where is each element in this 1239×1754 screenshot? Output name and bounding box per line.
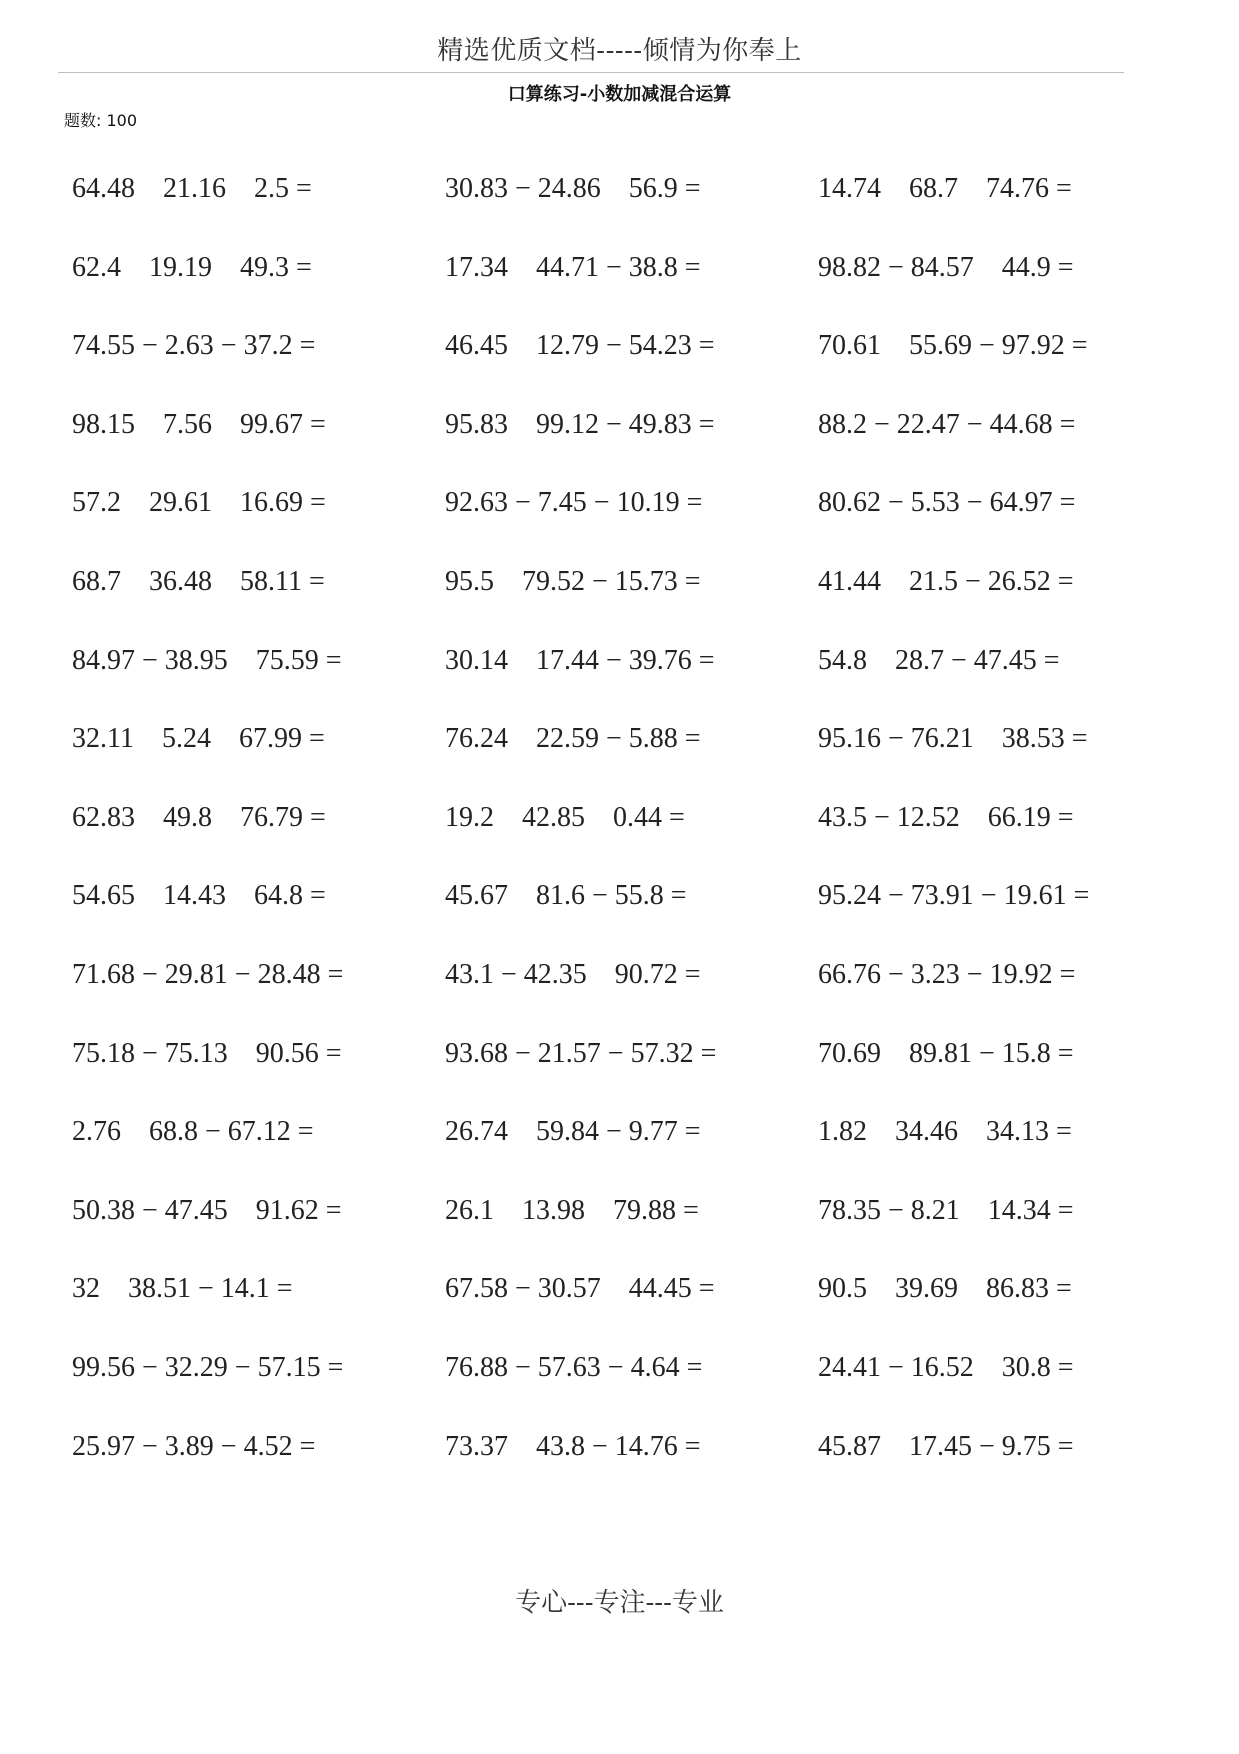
problem-item: 95.83 99.12 − 49.83 =: [445, 408, 715, 440]
problem-item: 78.35 − 8.21 14.34 =: [818, 1194, 1074, 1226]
problem-item: 41.44 21.5 − 26.52 =: [818, 566, 1074, 597]
problem-item: 24.41 − 16.52 30.8 =: [818, 1352, 1074, 1383]
problem-item: 92.63 − 7.45 − 10.19 =: [445, 487, 703, 519]
problem-item: 71.68 − 29.81 − 28.48 =: [72, 959, 344, 990]
question-count: 题数: 100: [64, 111, 138, 130]
problem-item: 30.83 − 24.86 56.9 =: [445, 173, 701, 204]
problem-item: 73.37 43.8 − 14.76 =: [445, 1430, 701, 1462]
problem-item: 30.14 17.44 − 39.76 =: [445, 644, 715, 676]
problem-item: 99.56 − 32.29 − 57.15 =: [72, 1352, 344, 1383]
problem-item: 70.69 89.81 − 15.8 =: [818, 1037, 1074, 1069]
problem-item: 19.2 42.85 0.44 =: [445, 801, 685, 833]
problem-item: 32 38.51 − 14.1 =: [72, 1273, 293, 1305]
problem-item: 76.88 − 57.63 − 4.64 =: [445, 1352, 703, 1383]
problem-item: 70.61 55.69 − 97.92 =: [818, 330, 1088, 362]
problem-item: 32.11 5.24 67.99 =: [72, 723, 325, 755]
problem-item: 98.15 7.56 99.67 =: [72, 408, 326, 440]
page-header-title: 精选优质文档-----倾情为你奉上: [437, 36, 802, 66]
problem-item: 45.67 81.6 − 55.8 =: [445, 880, 687, 912]
problem-item: 46.45 12.79 − 54.23 =: [445, 330, 715, 362]
problem-item: 62.4 19.19 49.3 =: [72, 251, 312, 283]
problem-item: 95.24 − 73.91 − 19.61 =: [818, 880, 1090, 912]
worksheet-title: 口算练习-小数加减混合运算: [507, 84, 732, 105]
problem-item: 74.55 − 2.63 − 37.2 =: [72, 330, 316, 362]
problem-item: 1.82 34.46 34.13 =: [818, 1116, 1072, 1148]
problem-item: 93.68 − 21.57 − 57.32 =: [445, 1037, 717, 1069]
problem-item: 57.2 29.61 16.69 =: [72, 487, 326, 519]
problem-item: 67.58 − 30.57 44.45 =: [445, 1273, 715, 1305]
problem-item: 88.2 − 22.47 − 44.68 =: [818, 408, 1076, 440]
problem-item: 98.82 − 84.57 44.9 =: [818, 251, 1074, 283]
page-footer: 专心---专注---专业: [515, 1588, 724, 1618]
problem-item: 64.48 21.16 2.5 =: [72, 173, 312, 204]
problem-item: 45.87 17.45 − 9.75 =: [818, 1430, 1074, 1462]
problem-item: 14.74 68.7 74.76 =: [818, 173, 1072, 204]
problem-item: 50.38 − 47.45 91.62 =: [72, 1194, 342, 1226]
problem-item: 75.18 − 75.13 90.56 =: [72, 1037, 342, 1069]
problem-item: 62.83 49.8 76.79 =: [72, 801, 326, 833]
problem-item: 76.24 22.59 − 5.88 =: [445, 723, 701, 755]
problem-item: 2.76 68.8 − 67.12 =: [72, 1116, 314, 1148]
problem-item: 26.1 13.98 79.88 =: [445, 1194, 699, 1226]
problem-item: 17.34 44.71 − 38.8 =: [445, 251, 701, 283]
problem-item: 80.62 − 5.53 − 64.97 =: [818, 487, 1076, 519]
problem-item: 43.1 − 42.35 90.72 =: [445, 959, 701, 990]
problem-item: 54.65 14.43 64.8 =: [72, 880, 326, 912]
problem-item: 90.5 39.69 86.83 =: [818, 1273, 1072, 1305]
problem-item: 26.74 59.84 − 9.77 =: [445, 1116, 701, 1148]
problem-item: 66.76 − 3.23 − 19.92 =: [818, 959, 1076, 990]
problem-item: 68.7 36.48 58.11 =: [72, 566, 325, 597]
problem-item: 84.97 − 38.95 75.59 =: [72, 644, 342, 676]
problem-item: 25.97 − 3.89 − 4.52 =: [72, 1430, 316, 1462]
problem-item: 54.8 28.7 − 47.45 =: [818, 644, 1060, 676]
problem-item: 95.16 − 76.21 38.53 =: [818, 723, 1088, 755]
problem-item: 95.5 79.52 − 15.73 =: [445, 566, 701, 597]
problem-item: 43.5 − 12.52 66.19 =: [818, 801, 1074, 833]
